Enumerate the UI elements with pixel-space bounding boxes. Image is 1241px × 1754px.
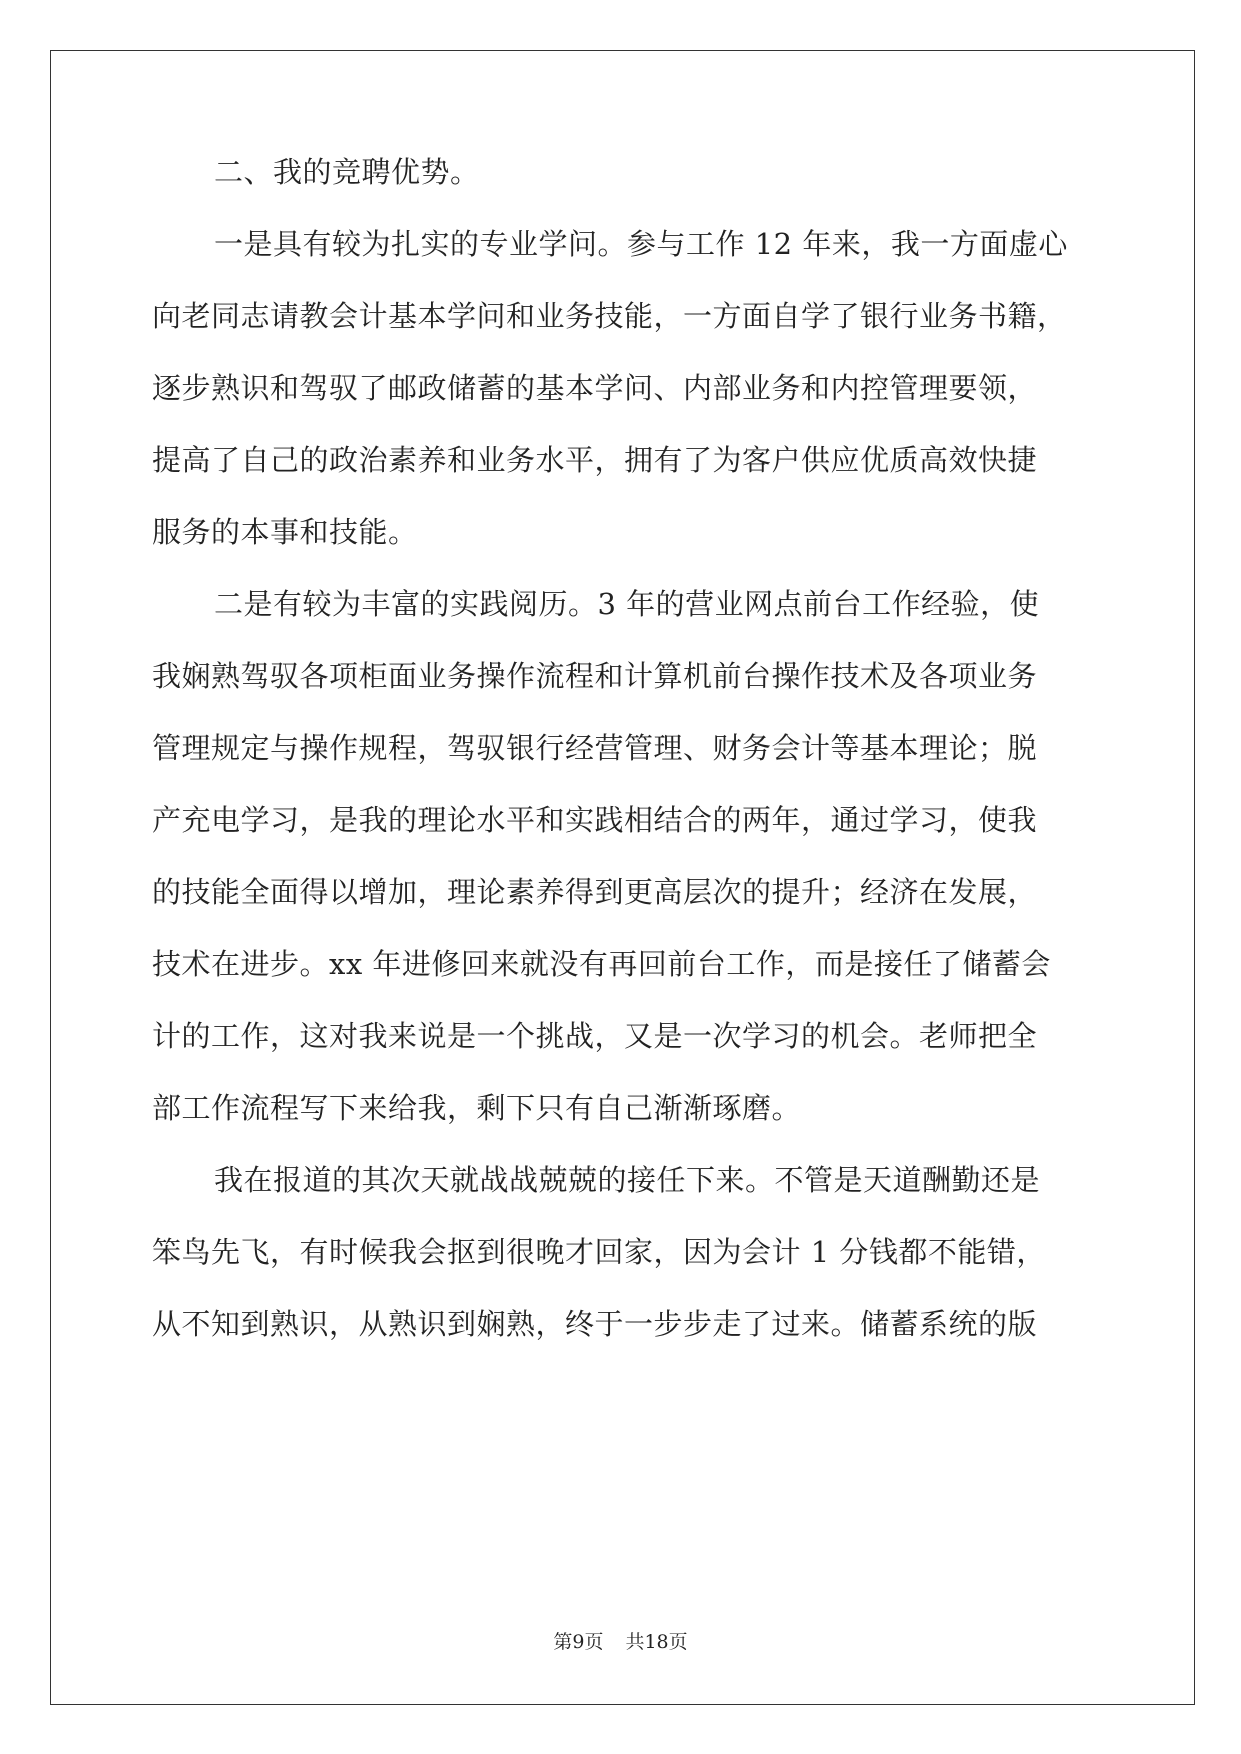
text-line: 提高了自己的政治素养和业务水平，拥有了为客户供应优质高效快捷 [152,443,1038,477]
text-line: 技术在进步。xx 年进修回来就没有再回前台工作，而是接任了储蓄会 [152,947,1051,981]
total-page-count: 共18页 [625,1631,688,1653]
text-line: 产充电学习，是我的理论水平和实践相结合的两年，通过学习，使我 [152,803,1038,837]
text-line: 逐步熟识和驾驭了邮政储蓄的基本学问、内部业务和内控管理要领， [152,371,1038,405]
text-line: 我在报道的其次天就战战兢兢的接任下来。不管是天道酬勤还是 [214,1163,1041,1197]
text-line: 管理规定与操作规程，驾驭银行经营管理、财务会计等基本理论；脱 [152,731,1038,765]
text-line: 笨鸟先飞，有时候我会抠到很晚才回家，因为会计 1 分钱都不能错， [152,1235,1046,1269]
current-page-number: 第9页 [553,1631,604,1653]
text-line: 服务的本事和技能。 [152,515,418,549]
section-heading: 二、我的竞聘优势。 [214,155,480,189]
page-footer [0,1630,1241,1654]
text-line: 的技能全面得以增加，理论素养得到更高层次的提升；经济在发展， [152,875,1038,909]
text-line: 二是有较为丰富的实践阅历。3 年的营业网点前台工作经验，使 [214,587,1040,621]
text-line: 计的工作，这对我来说是一个挑战，又是一次学习的机会。老师把全 [152,1019,1038,1053]
text-line: 一是具有较为扎实的专业学问。参与工作 12 年来，我一方面虚心 [214,227,1068,261]
text-line: 从不知到熟识，从熟识到娴熟，终于一步步走了过来。储蓄系统的版 [152,1307,1038,1341]
text-line: 部工作流程写下来给我，剩下只有自己渐渐琢磨。 [152,1091,802,1125]
text-line: 向老同志请教会计基本学问和业务技能，一方面自学了银行业务书籍， [152,299,1067,333]
text-line: 我娴熟驾驭各项柜面业务操作流程和计算机前台操作技术及各项业务 [152,659,1038,693]
